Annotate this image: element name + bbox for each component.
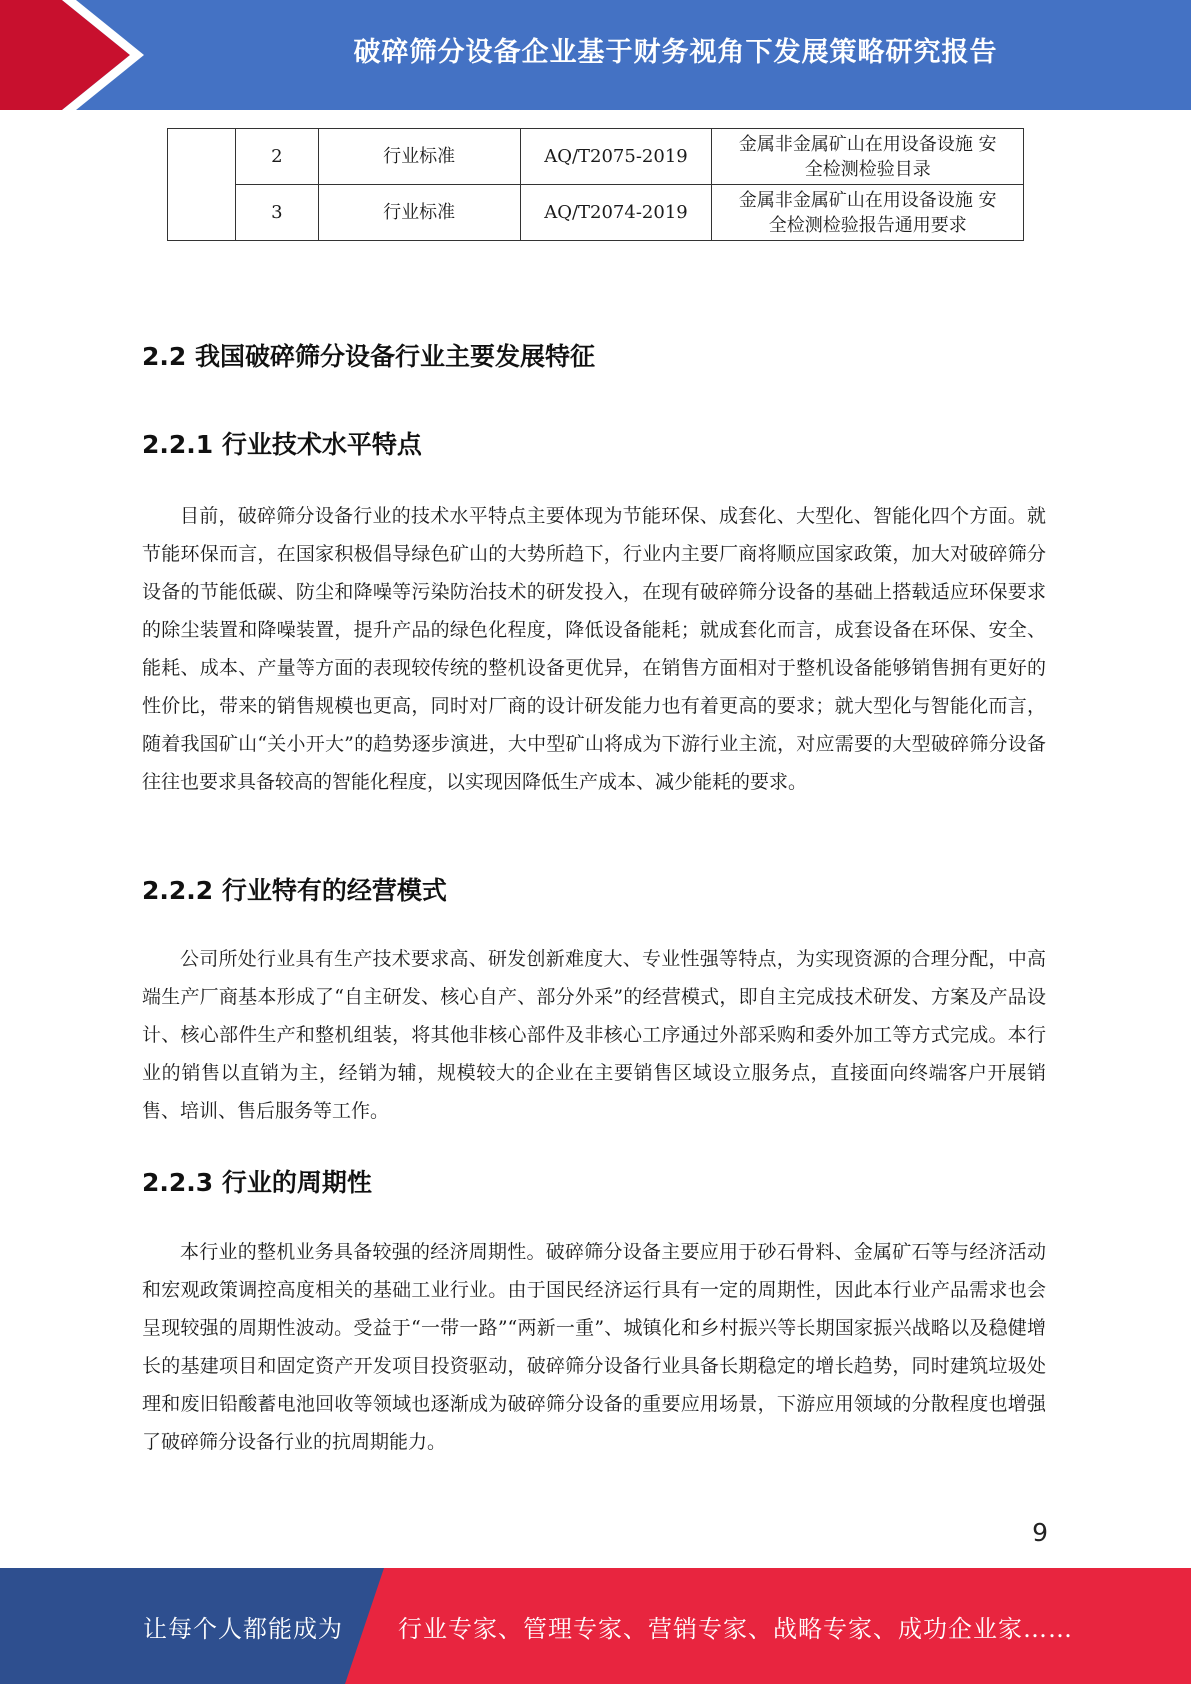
header-arrow-icon [0, 0, 160, 110]
section-heading-2-2: 2.2 我国破碎筛分设备行业主要发展特征 [142, 342, 595, 371]
table-cell-type: 行业标准 [318, 185, 520, 241]
table-cell-no: 3 [235, 185, 318, 241]
paragraph-technology-level: 目前，破碎筛分设备行业的技术水平特点主要体现为节能环保、成套化、大型化、智能化四个方面。就节能环保而言，在国家积极倡导绿色矿山的大势所趋下，行业内主要厂商将顺应国家政策，加大对破碎筛分设备的节能低碳、防尘和降噪等污染防治技术的研发投入，在现有破碎筛分设备的基础上搭载适应环保要求的除尘装置和降噪装置，提升产品的绿色化程度，降低设备能耗；就成套化而言，成套设备在环保、安全、能耗、成本、产量等方面的表现较传统的整机设备更优异，在销售方面相对于整机设备能够销售拥有更好的性价比，带来的销售规模也更高，同时对厂商的设计研发能力也有着更高的要求；就大型化与智能化而言，随着我国矿山“关小开大”的趋势逐步演进，大中型矿山将成为下游行业主流，对应需要的大型破碎筛分设备往往也要求具备较高的智能化程度，以实现因降低生产成本、减少能耗的要求。 [142, 505, 1046, 793]
footer-slogan-right: 行业专家、管理专家、营销专家、战略专家、成功企业家…… [398, 1614, 1073, 1643]
table-cell-name-line: 金属非金属矿山在用设备设施 安 [738, 189, 997, 211]
table-row [168, 129, 1024, 185]
table-cell-code: AQ/T2075-2019 [520, 129, 712, 185]
section-heading-2-2-2: 2.2.2 行业特有的经营模式 [142, 876, 447, 905]
header-banner [0, 0, 1191, 110]
table-cell-type: 行业标准 [318, 129, 520, 185]
report-title: 破碎筛分设备企业基于财务视角下发展策略研究报告 [353, 36, 998, 68]
table-cell-name-line: 全检测检验目录 [804, 158, 931, 180]
section-heading-2-2-1: 2.2.1 行业技术水平特点 [142, 430, 422, 459]
paragraph-cyclicality: 本行业的整机业务具备较强的经济周期性。破碎筛分设备主要应用于砂石骨料、金属矿石等与经济活动和宏观政策调控高度相关的基础工业行业。由于国民经济运行具有一定的周期性，因此本行业产品需求也会呈现较强的周期性波动。受益于“一带一路”“两新一重”、城镇化和乡村振兴等长期国家振兴战略以及稳健增长的基建项目和固定资产开发项目投资驱动，破碎筛分设备行业具备长期稳定的增长趋势，同时建筑垃圾处理和废旧铅酸蓄电池回收等领域也逐渐成为破碎筛分设备的重要应用场景，下游应用领域的分散程度也增强了破碎筛分设备行业的抗周期能力。 [142, 1241, 1046, 1453]
section-heading-2-2-3: 2.2.3 行业的周期性 [142, 1168, 372, 1197]
table-cell-name [712, 129, 1024, 185]
page-number: 9 [1032, 1518, 1048, 1547]
table-cell-name-line: 金属非金属矿山在用设备设施 安 [738, 133, 997, 155]
table-cell-name [712, 185, 1024, 241]
table-merged-cell [168, 129, 236, 241]
footer-slogan-left: 让每个人都能成为 [143, 1614, 343, 1643]
table-cell-code: AQ/T2074-2019 [520, 185, 712, 241]
table-cell-name-line: 全检测检验报告通用要求 [768, 214, 967, 236]
paragraph-business-model: 公司所处行业具有生产技术要求高、研发创新难度大、专业性强等特点，为实现资源的合理分配，中高端生产厂商基本形成了“自主研发、核心自产、部分外采”的经营模式，即自主完成技术研发、方案及产品设计、核心部件生产和整机组装，将其他非核心部件及非核心工序通过外部采购和委外加工等方式完成。本行业的销售以直销为主，经销为辅，规模较大的企业在主要销售区域设立服务点，直接面向终端客户开展销售、培训、售后服务等工作。 [142, 948, 1046, 1122]
table-cell-no: 2 [235, 129, 318, 185]
table-row [168, 185, 1024, 241]
footer-banner [0, 1568, 1191, 1684]
standards-table [167, 128, 1024, 241]
